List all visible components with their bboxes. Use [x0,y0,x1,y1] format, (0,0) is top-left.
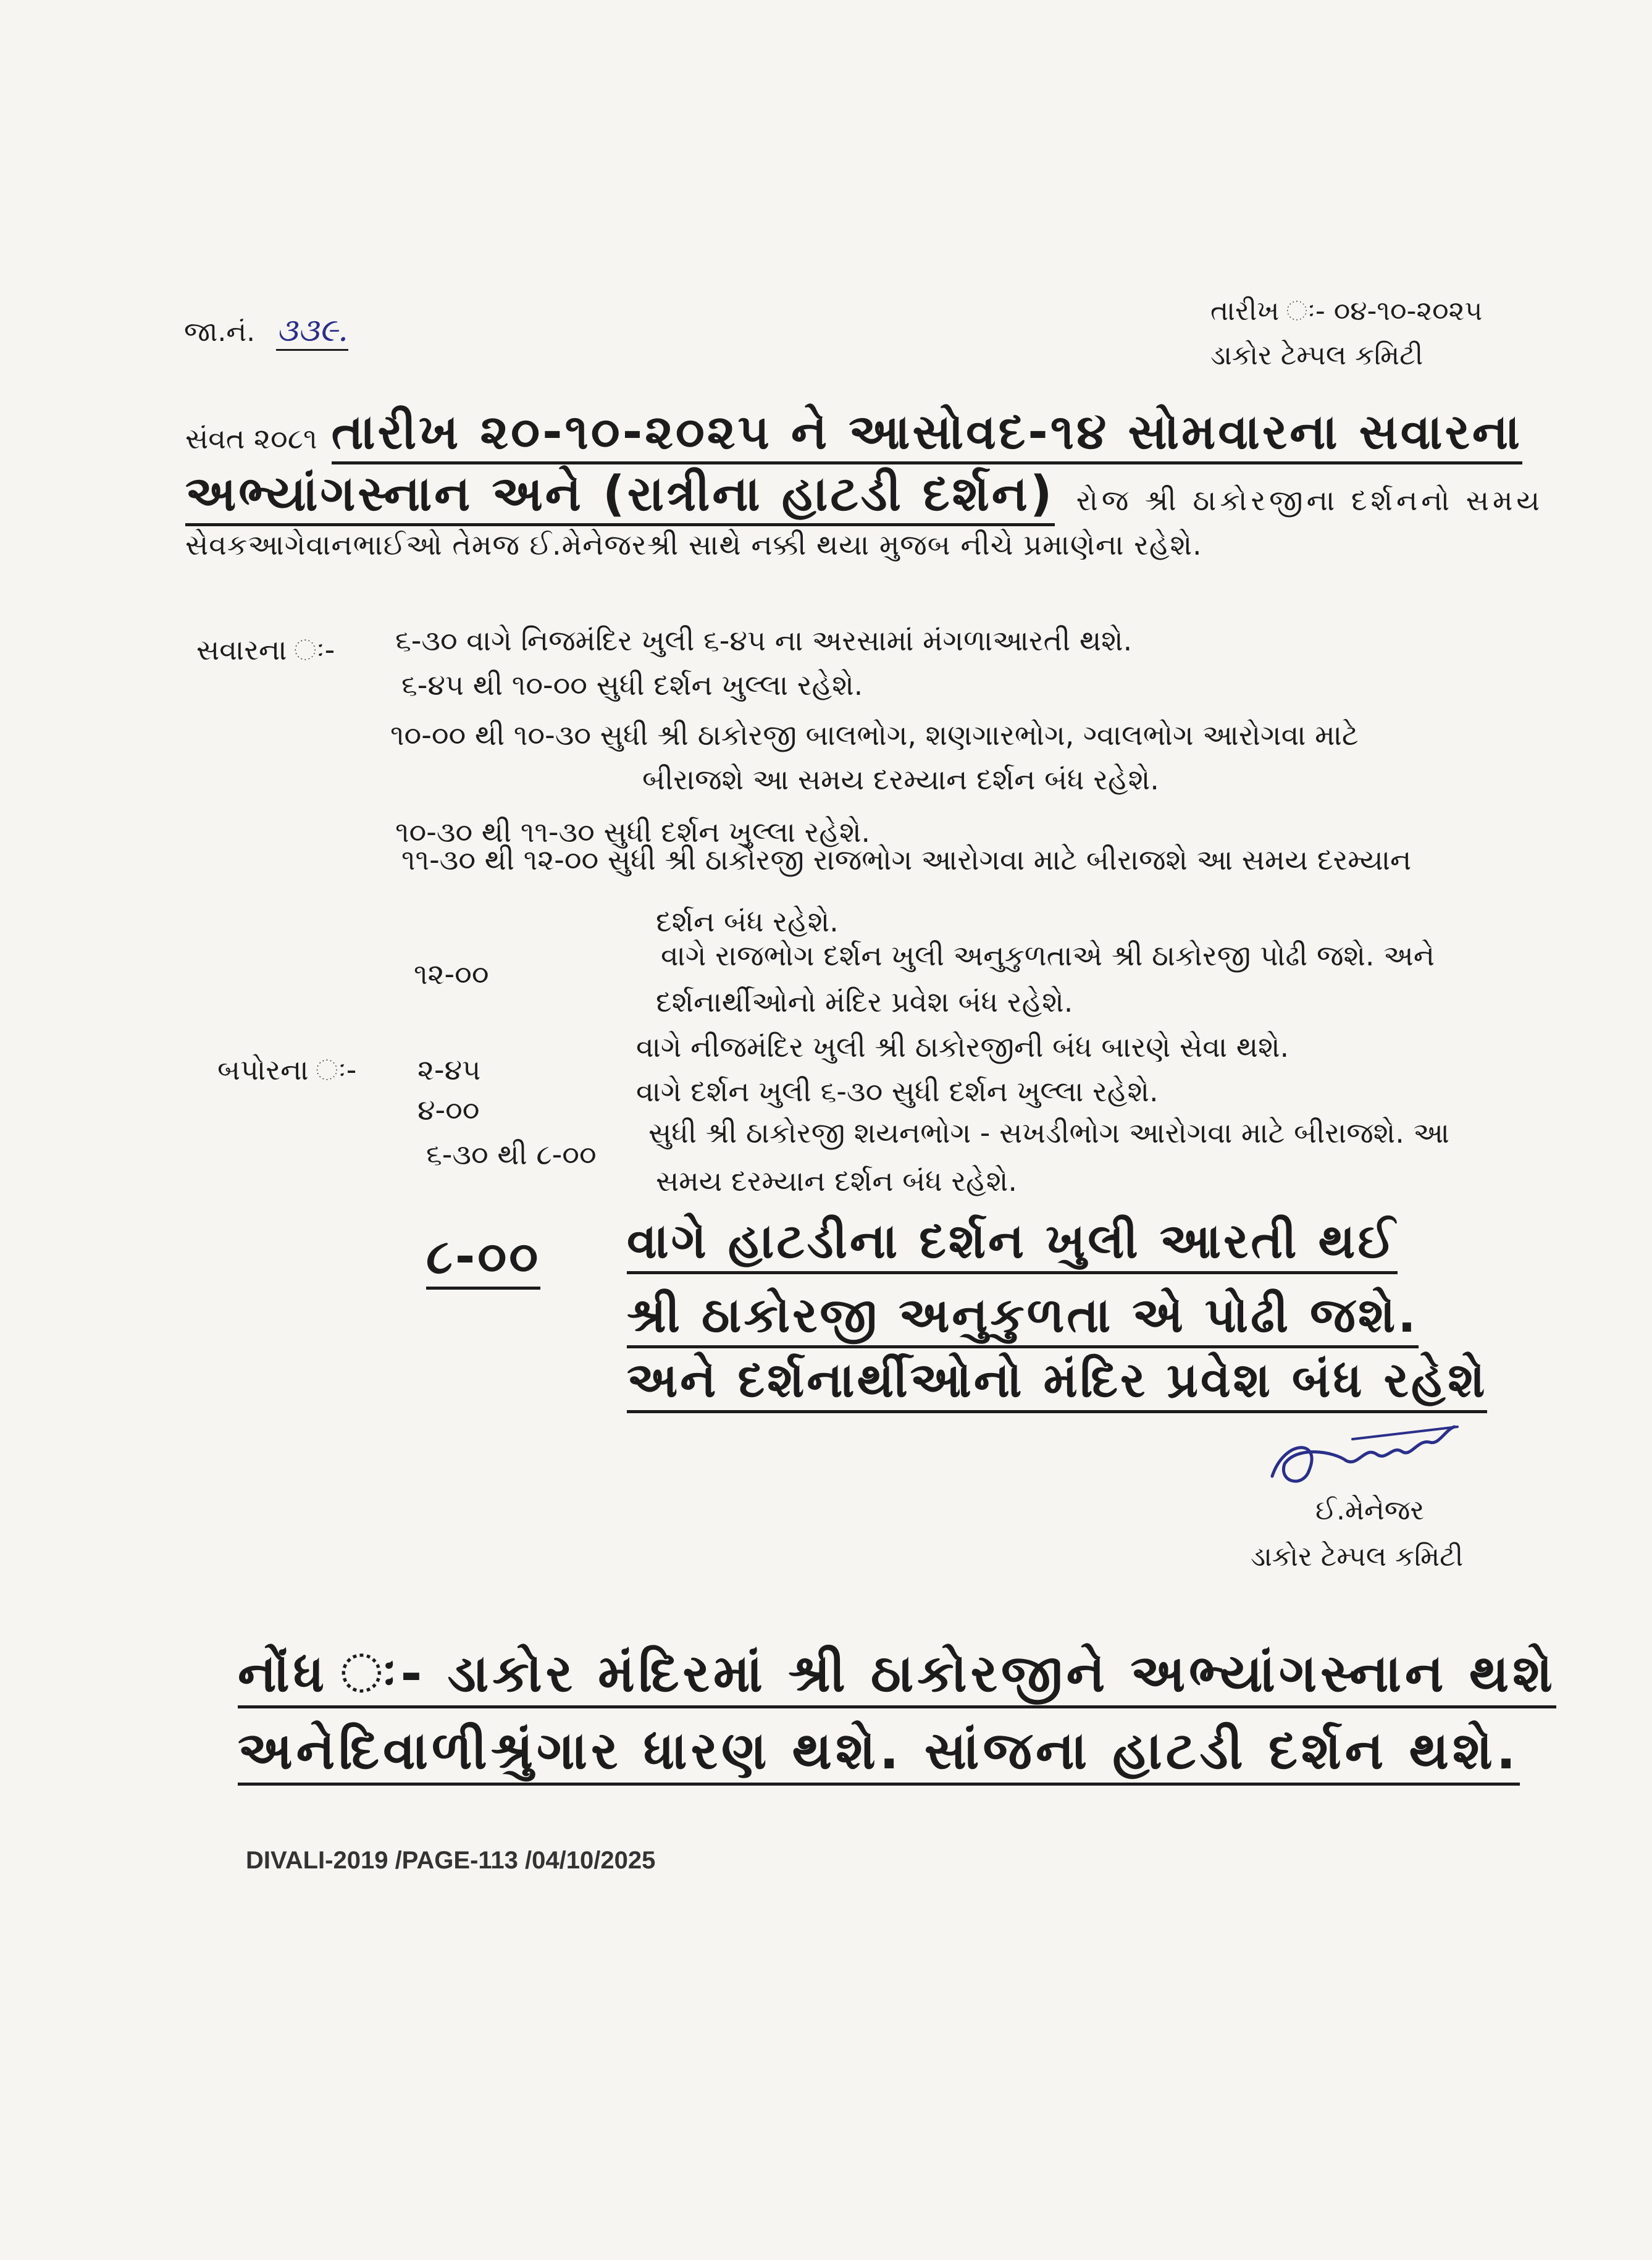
afternoon-text: સુધી શ્રી ઠાકોરજી શયનભોગ - સખડીભોગ આરોગવા માટે બીરાજશે. આ [648,1116,1449,1149]
evening-line-1: વાગે હાટડીના દર્શન ખુલી આરતી થઈ [627,1214,1398,1274]
intro-line-2 [185,466,1543,523]
issue-date: તારીખ ઃ- ૦૪-૧૦-૨૦૨૫ [1210,295,1483,327]
schedule-row-continuation: દર્શન બંધ રહેશે. [656,905,839,938]
evening-line-2: શ્રી ઠાકોરજી અનુકુળતા એ પોઢી જશે. [627,1288,1419,1348]
afternoon-time: ૨-૪૫ [417,1053,481,1086]
schedule-row: ૧૧-૩૦ થી ૧૨-૦૦ સુધી શ્રી ઠાકોરજી રાજભોગ આરોગવા માટે બીરાજશે આ સમય દરમ્યાન [401,843,1412,876]
note-line-2: અનેદિવાળીશ્રુંગાર ધારણ થશે. સાંજના હાટડી દર્શન થશે. [238,1720,1520,1786]
noon-line-2: દર્શનાર્થીઓનો મંદિર પ્રવેશ બંધ રહેશે. [656,985,1073,1019]
afternoon-text: વાગે દર્શન ખુલી ૬-૩૦ સુધી દર્શન ખુલ્લા રહેશે. [636,1075,1159,1108]
issuer-org: ડાકોર ટેમ્પલ કમિટી [1210,340,1423,371]
afternoon-time: ૪-૦૦ [417,1093,480,1127]
signature-scribble [1260,1402,1464,1503]
afternoon-label: બપોરના ઃ- [217,1053,357,1086]
schedule-row: ૬-૪૫ થી ૧૦-૦૦ સુધી દર્શન ખુલ્લા રહેશે. [401,668,863,702]
schedule-row: ૧૦-૩૦ થી ૧૧-૩૦ સુધી દર્શન ખુલ્લા રહેશે. [395,815,871,849]
event-name-title: અભ્યાંગસ્નાન અને (રાત્રીના હાટડી દર્શન) [185,466,1055,526]
reference-label: જા.નં. [184,316,256,348]
event-date-title: તારીખ ૨૦-૧૦-૨૦૨૫ ને આસોવદ-૧૪ સોમવારના સવારના [332,405,1522,464]
afternoon-text-continuation: સમય દરમ્યાન દર્શન બંધ રહેશે. [656,1164,1017,1198]
signatory-title: ઈ.મેનેજર [1315,1495,1425,1526]
noon-line-1: વાગે રાજભોગ દર્શન ખુલી અનુકુળતાએ શ્રી ઠાકોરજી પોઢી જશે. અને [661,939,1435,972]
morning-label: સવારના ઃ- [196,633,335,666]
note-line-1: નોંધ ઃ- ડાકોર મંદિરમાં શ્રી ઠાકોરજીને અભ્યાંગસ્નાન થશે [238,1643,1556,1708]
schedule-row: ૧૦-૦૦ થી ૧૦-૩૦ સુધી શ્રી ઠાકોરજી બાલભોગ, શણગારભોગ, ગ્વાલભોગ આરોગવા માટે [390,718,1359,752]
afternoon-text: વાગે નીજમંદિર ખુલી શ્રી ઠાકોરજીની બંધ બારણે સેવા થશે. [636,1030,1289,1064]
document-footer-reference: DIVALI-2019 /PAGE-113 /04/10/2025 [246,1847,656,1874]
samvat-year: સંવત ૨૦૮૧ [185,422,317,455]
intro-continuation: રોજ શ્રી ઠાકોરજીના દર્શનનો સમય [1076,484,1544,517]
evening-time: ૮-૦૦ [426,1229,540,1290]
intro-line-1 [185,405,1522,461]
evening-line-3: અને દર્શનાર્થીઓનો મંદિર પ્રવેશ બંધ રહેશે [627,1353,1487,1413]
signatory-org: ડાકોર ટેમ્પલ કમિટી [1251,1541,1464,1573]
intro-line-3: સેવકઆગેવાનભાઈઓ તેમજ ઈ.મેનેજરશ્રી સાથે નક્કી થયા મુજબ નીચે પ્રમાણેના રહેશે. [185,528,1202,561]
reference-value: ૩૩૯. [276,312,348,351]
schedule-row: ૬-૩૦ વાગે નિજમંદિર ખુલી ૬-૪૫ ના અરસામાં મંગળાઆરતી થશે. [395,624,1133,657]
schedule-row-continuation: બીરાજશે આ સમય દરમ્યાન દર્શન બંધ રહેશે. [642,763,1159,796]
reference-number [184,312,348,350]
afternoon-time: ૬-૩૦ થી ૮-૦૦ [426,1138,597,1171]
noon-time: ૧૨-૦૦ [414,957,489,991]
